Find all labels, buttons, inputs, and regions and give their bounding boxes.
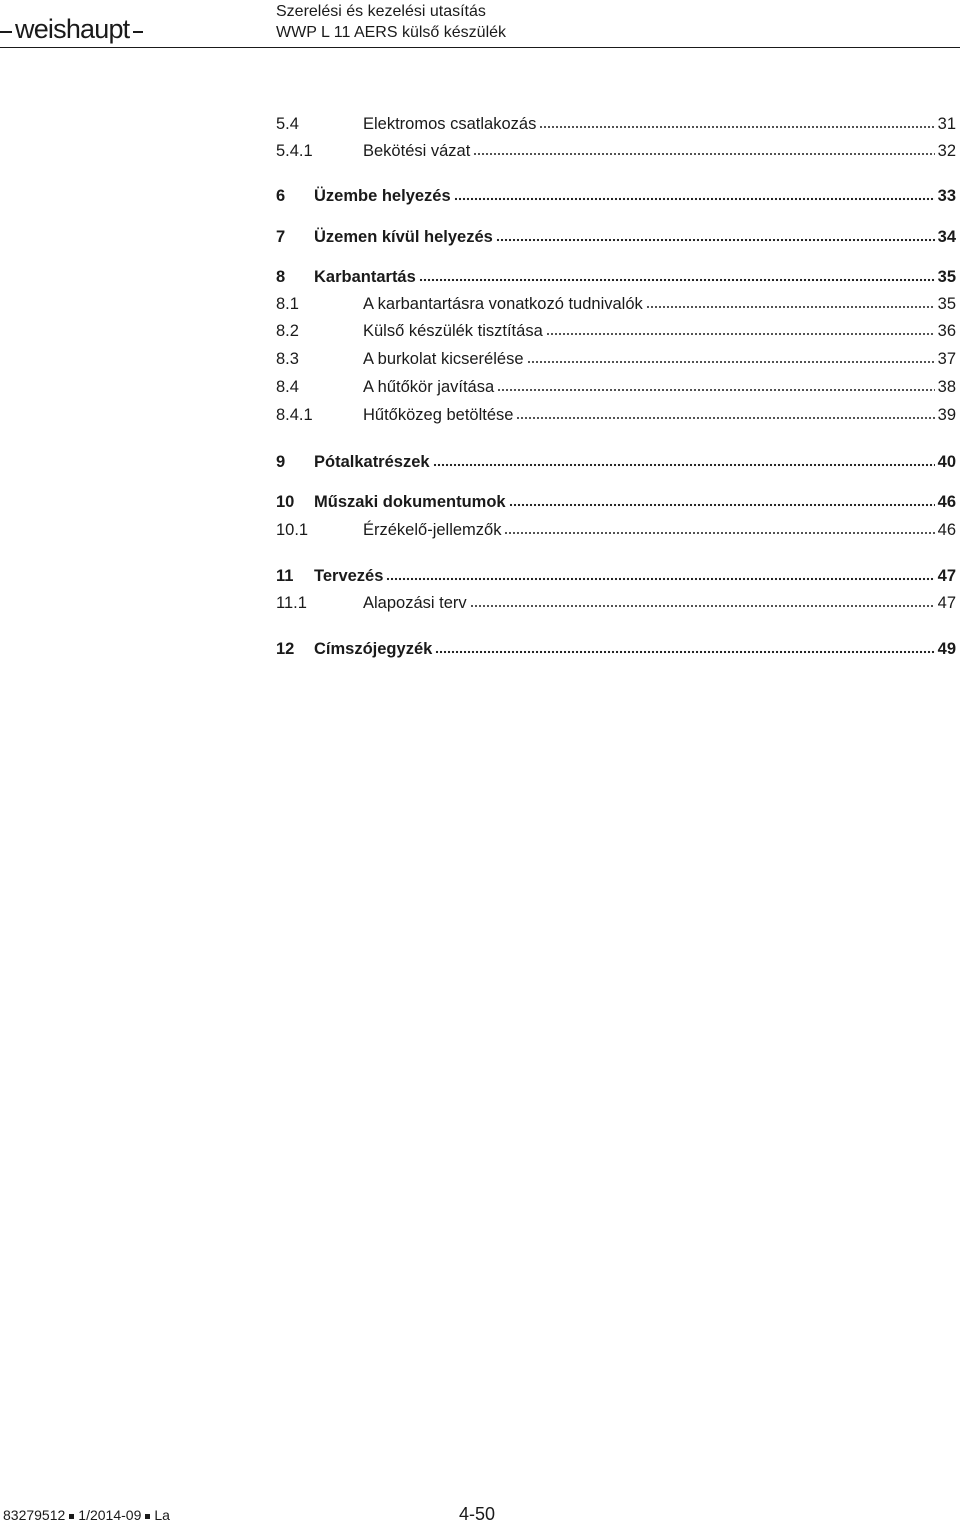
toc-entry-title: Bekötési vázat — [363, 142, 471, 160]
logo-dash-right — [133, 31, 143, 33]
toc-leader-dots — [509, 502, 935, 508]
toc-entry[interactable] — [276, 450, 956, 474]
toc-entry-page: 40 — [937, 453, 956, 471]
toc-leader-dots — [470, 603, 935, 609]
toc-entry[interactable] — [276, 265, 956, 289]
toc-leader-dots — [516, 415, 934, 421]
toc-entry-title: A hűtőkör javítása — [363, 378, 495, 396]
toc-entry-number: 8.1 — [276, 295, 299, 313]
toc-leader-dots — [433, 462, 935, 468]
toc-entry[interactable] — [276, 347, 956, 371]
toc-entry-number: 7 — [276, 228, 286, 246]
toc-entry-page: 47 — [937, 567, 956, 585]
toc-entry-number: 8.4.1 — [276, 406, 313, 424]
toc-entry[interactable] — [276, 637, 956, 661]
toc-leader-dots — [546, 331, 935, 337]
toc-entry-number: 8 — [276, 268, 286, 286]
toc-leader-dots — [497, 387, 934, 393]
separator-square-icon — [145, 1514, 150, 1519]
toc-entry-number: 8.2 — [276, 322, 299, 340]
toc-entry-number: 8.3 — [276, 350, 299, 368]
toc-entry-title: Érzékelő-jellemzők — [363, 521, 502, 539]
toc-leader-dots — [527, 359, 935, 365]
toc-leader-dots — [419, 277, 935, 283]
toc-entry-title: A karbantartásra vonatkozó tudnivalók — [363, 295, 643, 313]
toc-entry-number: 9 — [276, 453, 286, 471]
toc-entry-title: Külső készülék tisztítása — [363, 322, 543, 340]
toc-entry-number: 11 — [276, 567, 294, 585]
toc-entry-page: 39 — [937, 406, 956, 424]
toc-entry-number: 11.1 — [276, 594, 307, 612]
toc-entry-number: 5.4.1 — [276, 142, 313, 160]
toc-entry-number: 5.4 — [276, 115, 299, 133]
toc-entry[interactable] — [276, 292, 956, 316]
toc-entry-page: 46 — [937, 521, 956, 539]
toc-entry-page: 35 — [937, 295, 956, 313]
footer-document-info — [3, 1507, 170, 1523]
toc-entry-number: 10 — [276, 493, 295, 511]
toc-entry[interactable] — [276, 112, 956, 136]
toc-leader-dots — [646, 304, 935, 310]
toc-entry[interactable] — [276, 490, 956, 514]
toc-entry-title: Pótalkatrészek — [314, 453, 430, 471]
toc-entry-page: 33 — [937, 187, 956, 205]
toc-entry-number: 8.4 — [276, 378, 299, 396]
toc-entry[interactable] — [276, 139, 956, 163]
toc-entry-page: 37 — [937, 350, 956, 368]
toc-entry-title: A burkolat kicserélése — [363, 350, 524, 368]
toc-entry-page: 36 — [937, 322, 956, 340]
toc-entry[interactable] — [276, 591, 956, 615]
toc-entry[interactable] — [276, 225, 956, 249]
toc-entry-page: 49 — [937, 640, 956, 658]
toc-entry-page: 34 — [937, 228, 956, 246]
toc-entry-title: Műszaki dokumentumok — [314, 493, 506, 511]
toc-entry-title: Karbantartás — [314, 268, 416, 286]
toc-leader-dots — [504, 530, 934, 536]
toc-entry-number: 12 — [276, 640, 295, 658]
document-title: Szerelési és kezelési utasítás — [276, 3, 486, 20]
toc-entry[interactable] — [276, 319, 956, 343]
toc-leader-dots — [454, 196, 935, 202]
toc-entry[interactable] — [276, 184, 956, 208]
header-divider — [0, 47, 960, 48]
toc-entry-title: Üzemen kívül helyezés — [314, 228, 493, 246]
toc-entry[interactable] — [276, 403, 956, 427]
footer-page-number: 4-50 — [459, 1504, 496, 1524]
toc-leader-dots — [473, 151, 934, 157]
toc-entry-number: 10.1 — [276, 521, 309, 539]
page-header — [0, 0, 960, 50]
footer-edition: 1/2014-09 — [78, 1507, 142, 1523]
toc-leader-dots — [386, 576, 934, 582]
separator-square-icon — [69, 1514, 74, 1519]
toc-entry-page: 47 — [937, 594, 956, 612]
toc-entry-page: 46 — [937, 493, 956, 511]
toc-entry-title: Címszójegyzék — [314, 640, 433, 658]
toc-entry[interactable] — [276, 564, 956, 588]
logo-text: weishaupt — [15, 13, 130, 44]
toc-entry-title: Tervezés — [314, 567, 384, 585]
toc-entry-page: 31 — [937, 115, 956, 133]
toc-entry-title: Alapozási terv — [363, 594, 467, 612]
toc-entry[interactable] — [276, 518, 956, 542]
toc-entry[interactable] — [276, 375, 956, 399]
toc-entry-page: 32 — [937, 142, 956, 160]
toc-entry-title: Elektromos csatlakozás — [363, 115, 537, 133]
toc-entry-page: 35 — [937, 268, 956, 286]
weishaupt-logo — [0, 12, 143, 46]
footer-doc-number: 83279512 — [3, 1507, 66, 1523]
toc-leader-dots — [539, 124, 934, 130]
product-title: WWP L 11 AERS külső készülék — [276, 24, 507, 41]
footer-author: La — [154, 1507, 170, 1523]
toc-entry-title: Üzembe helyezés — [314, 187, 451, 205]
toc-entry-page: 38 — [937, 378, 956, 396]
header-titles — [276, 1, 506, 43]
toc-entry-number: 6 — [276, 187, 286, 205]
logo-dash-left — [0, 31, 12, 33]
toc-leader-dots — [435, 649, 934, 655]
toc-entry-title: Hűtőközeg betöltése — [363, 406, 514, 424]
toc-leader-dots — [496, 237, 935, 243]
